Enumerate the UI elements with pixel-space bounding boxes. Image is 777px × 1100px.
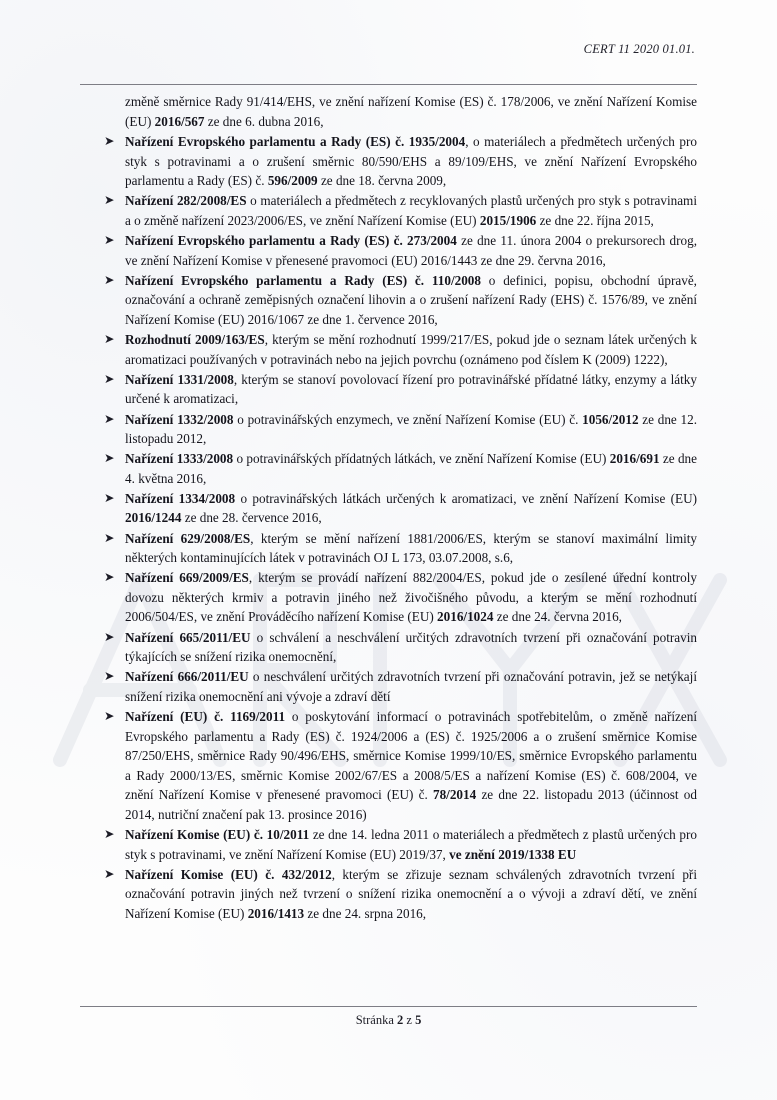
list-item-text: Nařízení 629/2008/ES, kterým se mění nařízení 1881/2006/ES, kterým se stanoví maximální limity některých kontaminujících látek v potravinách OJ L 173, 03.07.2008, s.6, — [125, 530, 697, 566]
footer-separator: z — [403, 1013, 416, 1027]
list-item-text: Nařízení Evropského parlamentu a Rady (ES) č. 1935/2004, o materiálech a předmětech určených pro styk s potravinami a o zrušení směrnic 80/590/EHS a 89/109/EHS, ve znění Nařízení Evropského parlamentu a Rady (ES) č. 596/2009 ze dne 18. června 2009, — [125, 134, 697, 189]
arrow-bullet-icon: ➤ — [104, 530, 115, 545]
list-item — [80, 370, 697, 409]
arrow-bullet-icon: ➤ — [104, 490, 115, 505]
arrow-bullet-icon: ➤ — [104, 233, 115, 248]
list-item — [80, 132, 697, 191]
arrow-bullet-icon: ➤ — [104, 570, 115, 585]
arrow-bullet-icon: ➤ — [104, 332, 115, 347]
list-item — [80, 667, 697, 706]
list-item — [80, 628, 697, 667]
list-item — [80, 707, 697, 825]
arrow-bullet-icon: ➤ — [104, 193, 115, 208]
header-divider — [80, 84, 697, 85]
list-item — [80, 330, 697, 369]
footer-label: Stránka — [355, 1013, 397, 1027]
lead-paragraph: změně směrnice Rady 91/414/EHS, ve znění nařízení Komise (ES) č. 178/2006, ve znění Nařízení Komise (EU) 2016/567 ze dne 6. dubna 2016, — [125, 94, 697, 129]
arrow-bullet-icon: ➤ — [104, 134, 115, 149]
list-item-text: Nařízení (EU) č. 1169/2011 o poskytování informací o potravinách spotřebitelům, o změně nařízení Evropského parlamentu a Rady (ES) č. 1924/2006 a (ES) č. 1925/2006 a o zrušení směrnice Komise 87/250/EHS, směrnice Rady 90/496/EHS, směrnice Komise 1999/10/ES, směrnice Evropského parlamentu a Rady 2000/13/ES, směrnic Komise 2002/67/ES a 2008/5/ES a nařízení Komise (ES) č. 608/2004, ve znění Nařízení Komise v přenesené pravomoci (EU) č. 78/2014 ze dne 22. listopadu 2013 (účinnost od 2014, nutriční značení pak 13. prosince 2016) — [125, 708, 697, 822]
list-item-text: Nařízení 1334/2008 o potravinářských látkách určených k aromatizaci, ve znění Nařízení Komise (EU) 2016/1244 ze dne 28. července 2016, — [125, 490, 697, 526]
list-item — [80, 449, 697, 488]
list-item — [80, 529, 697, 568]
list-item-text: Rozhodnutí 2009/163/ES, kterým se mění rozhodnutí 1999/217/ES, pokud jde o seznam látek určených k aromatizaci používaných v potravinách nebo na jejich povrchu (oznámeno pod číslem K (2009) 1222), — [125, 332, 698, 367]
list-item — [80, 410, 697, 449]
list-item — [80, 231, 697, 270]
list-item — [80, 271, 697, 330]
list-item-text: Nařízení Komise (EU) č. 432/2012, kterým se zřizuje seznam schválených zdravotních tvrzení při označování potravin jiných než tvrzení o snížení rizika onemocnění a o vývoji a zdraví dětí, ve znění Nařízení Komise (EU) 2016/1413 ze dne 24. srpna 2016, — [125, 866, 697, 921]
list-item — [80, 489, 697, 528]
arrow-bullet-icon: ➤ — [104, 708, 115, 723]
footer-total-pages: 5 — [415, 1013, 422, 1027]
arrow-bullet-icon: ➤ — [104, 826, 115, 841]
arrow-bullet-icon: ➤ — [104, 272, 115, 287]
footer-divider — [80, 1006, 697, 1007]
list-item — [80, 191, 697, 230]
list-item-text: Nařízení Evropského parlamentu a Rady (ES) č. 273/2004 ze dne 11. února 2004 o prekursorech drog, ve znění Nařízení Komise v přenesené pravomoci (EU) 2016/1443 ze dne 29. června 2016, — [125, 233, 698, 268]
arrow-bullet-icon: ➤ — [104, 866, 115, 881]
footer-page-number: 2 — [397, 1013, 404, 1027]
arrow-bullet-icon: ➤ — [104, 371, 115, 386]
list-item-text: Nařízení 665/2011/EU o schválení a neschválení určitých zdravotních tvrzení při označování potravin týkajících se snížení rizika onemocnění, — [125, 629, 697, 665]
list-item — [80, 865, 697, 924]
list-item — [80, 568, 697, 627]
document-header: CERT 11 2020 01.01. — [583, 42, 695, 56]
list-item-text: Nařízení 666/2011/EU o neschválení určitých zdravotních tvrzení při označování potravin, jež se netýkají snížení rizika onemocnění ani vývoje a zdraví dětí — [125, 669, 697, 704]
arrow-bullet-icon: ➤ — [104, 451, 115, 466]
page-footer — [0, 1013, 777, 1028]
arrow-bullet-icon: ➤ — [104, 629, 115, 644]
arrow-bullet-icon: ➤ — [104, 669, 115, 684]
list-item-text: Nařízení 282/2008/ES o materiálech a předmětech z recyklovaných plastů určených pro styk s potravinami a o změně nařízení 2023/2006/ES, ve znění Nařízení Komise (EU) 2015/1906 ze dne 22. října 2015, — [125, 193, 697, 229]
regulation-list-section — [80, 92, 697, 924]
list-item-text: Nařízení Komise (EU) č. 10/2011 ze dne 14. ledna 2011 o materiálech a předmětech z plastů určených pro styk s potravinami, ve znění Nařízení Komise (EU) 2019/37, ve znění 2019/1338 EU — [125, 826, 697, 862]
list-item-text: Nařízení 1331/2008, kterým se stanoví povolovací řízení pro potravinářské přídatné látky, enzymy a látky určené k aromatizaci, — [125, 371, 697, 407]
list-item-text: Nařízení Evropského parlamentu a Rady (ES) č. 110/2008 o definici, popisu, obchodní úpravě, označování a ochraně zeměpisných označení lihovin a o zrušení nařízení Rady (EHS) č. 1576/89, ve znění Nařízení Komise (EU) 2016/1067 ze dne 1. července 2016, — [125, 272, 697, 328]
list-item-text: Nařízení 1333/2008 o potravinářských přídatných látkách, ve znění Nařízení Komise (EU) 2016/691 ze dne 4. května 2016, — [125, 451, 697, 486]
list-item-text: Nařízení 669/2009/ES, kterým se provádí nařízení 882/2004/ES, pokud jde o zesílené úřední kontroly dovozu některých krmiv a potravin jiného než živočišného původu, a kterým se mění rozhodnutí 2006/504/ES, ve znění Prováděcího nařízení Komise (EU) 2016/1024 ze dne 24. června 2016, — [125, 570, 697, 625]
list-item-text: Nařízení 1332/2008 o potravinářských enzymech, ve znění Nařízení Komise (EU) č. 1056/2012 ze dne 12. listopadu 2012, — [125, 411, 697, 447]
regulation-list — [80, 132, 697, 923]
list-item — [80, 825, 697, 864]
arrow-bullet-icon: ➤ — [104, 411, 115, 426]
